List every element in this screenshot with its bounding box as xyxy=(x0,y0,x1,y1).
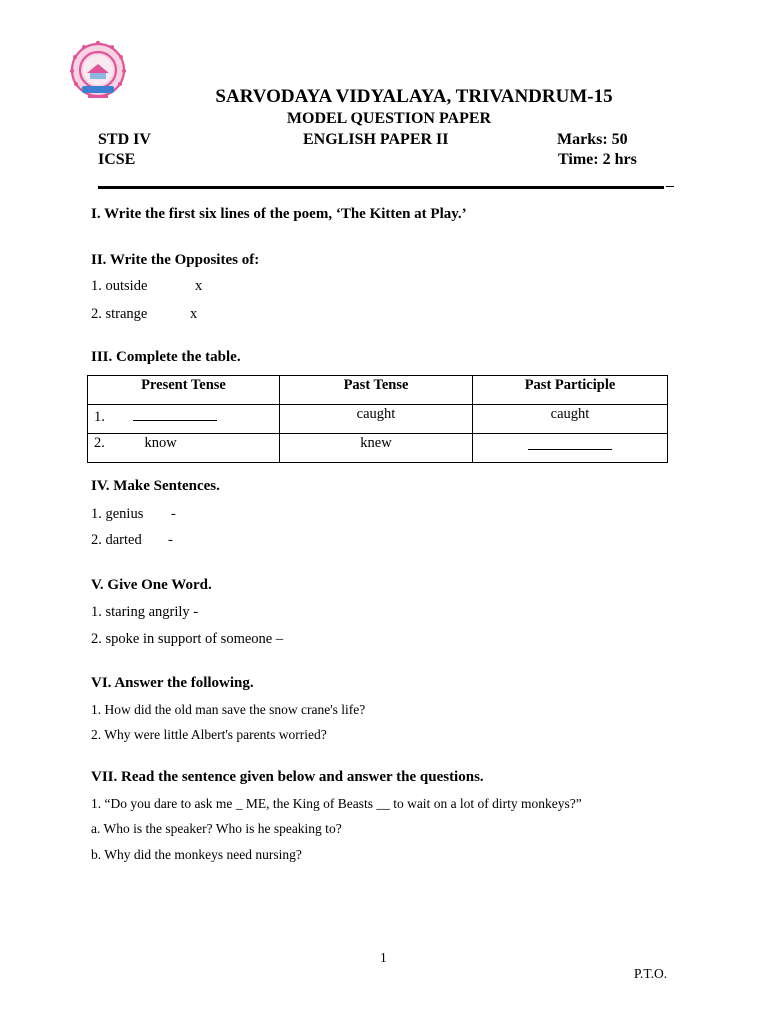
table-cell xyxy=(473,434,668,463)
q7-item: b. Why did the monkeys need nursing? xyxy=(91,847,302,862)
std-label: STD IV xyxy=(98,131,151,148)
answer-blank xyxy=(528,435,612,450)
q2-item-text: 2. strange xyxy=(91,306,148,322)
school-name: SARVODAYA VIDYALAYA, TRIVANDRUM-15 xyxy=(215,86,613,107)
q5-heading: V. Give One Word. xyxy=(91,577,212,593)
column-header: Past Participle xyxy=(473,376,668,405)
q3-heading: III. Complete the table. xyxy=(91,349,241,365)
column-header: Past Tense xyxy=(280,376,473,405)
page-number: 1 xyxy=(380,950,387,965)
header-divider xyxy=(98,186,664,189)
table-header-row xyxy=(88,376,668,405)
q7-item: 1. “Do you dare to ask me _ ME, the King of Beasts __ to wait on a lot of dirty monkeys?” xyxy=(91,796,582,811)
marks-label: Marks: 50 xyxy=(557,131,628,148)
q4-item-text: 2. darted xyxy=(91,532,142,548)
q4-item-text: 1. genius xyxy=(91,506,144,522)
answer-blank xyxy=(133,406,217,421)
table-cell: caught xyxy=(473,405,668,434)
q7-item: a. Who is the speaker? Who is he speaking to? xyxy=(91,821,342,836)
table-row xyxy=(88,434,668,463)
tense-table xyxy=(87,375,668,463)
row-number: 2. xyxy=(94,435,105,451)
board-label: ICSE xyxy=(98,151,136,168)
q2-item-mark: x xyxy=(190,306,198,322)
header-divider-tail xyxy=(666,186,674,187)
q1-heading: I. Write the first six lines of the poem, ‘The Kitten at Play.’ xyxy=(91,206,467,222)
table-row xyxy=(88,405,668,434)
column-header: Present Tense xyxy=(88,376,280,405)
q5-item: 2. spoke in support of someone – xyxy=(91,631,284,647)
table-cell: knew xyxy=(280,434,473,463)
table-cell xyxy=(88,405,280,434)
table-cell: caught xyxy=(280,405,473,434)
paper-title: MODEL QUESTION PAPER xyxy=(286,110,492,127)
q2-item-mark: x xyxy=(195,278,203,294)
time-label: Time: 2 hrs xyxy=(558,151,637,168)
q6-item: 2. Why were little Albert's parents worried? xyxy=(91,727,327,742)
subject-label: ENGLISH PAPER II xyxy=(303,131,449,148)
q5-item: 1. staring angrily - xyxy=(91,604,199,620)
q6-heading: VI. Answer the following. xyxy=(91,675,254,691)
q2-item-text: 1. outside xyxy=(91,278,148,294)
table-cell xyxy=(88,434,280,463)
q4-heading: IV. Make Sentences. xyxy=(91,478,220,494)
pto-label: P.T.O. xyxy=(634,966,668,981)
q6-item: 1. How did the old man save the snow crane's life? xyxy=(91,702,366,717)
q4-item-dash: - xyxy=(168,532,173,548)
row-number: 1. xyxy=(94,409,105,425)
q2-heading: II. Write the Opposites of: xyxy=(91,252,260,268)
present-value: know xyxy=(144,435,177,451)
q7-heading: VII. Read the sentence given below and answer the questions. xyxy=(91,769,484,785)
q4-item-dash: - xyxy=(171,506,176,522)
